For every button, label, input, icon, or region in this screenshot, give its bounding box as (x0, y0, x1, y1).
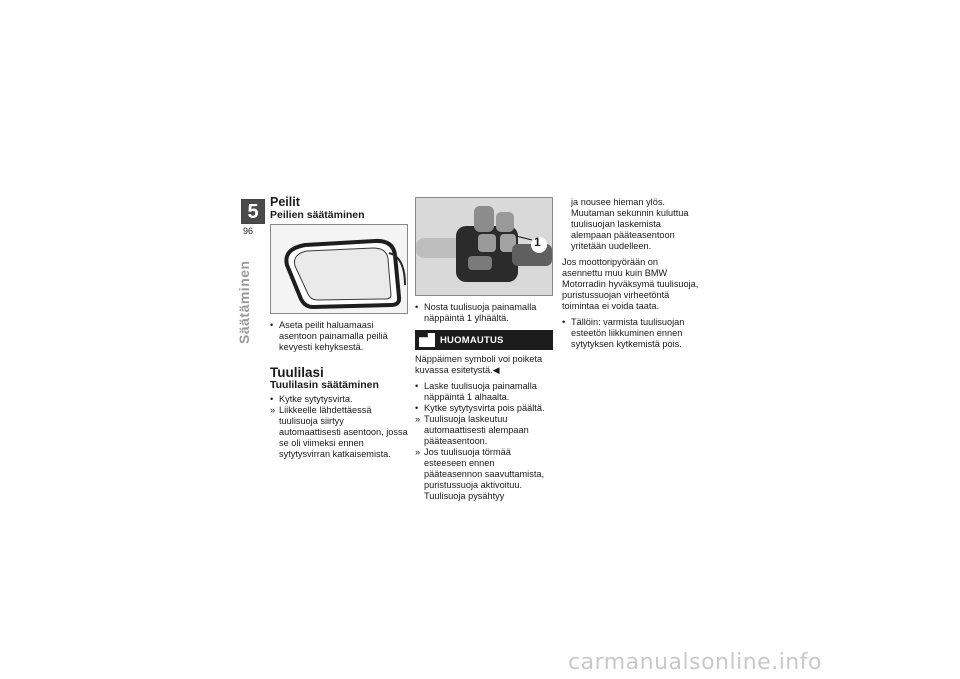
side-chapter-title: Säätäminen (236, 260, 252, 344)
bullet: • (270, 394, 274, 404)
step-text: Laske tuulisuoja painamalla näppäintä 1 alhaalta. (424, 381, 537, 402)
chapter-number: 5 (247, 200, 259, 223)
list-item (415, 414, 553, 447)
handlebar-switch-photo (415, 197, 553, 296)
list-item (415, 302, 553, 324)
result-mark: » (415, 414, 421, 424)
bullet: • (415, 302, 419, 312)
step-text: Tällöin: varmista tuulisuojan esteetön liikkuminen ennen sytytyksen kytkemistä pois. (571, 317, 685, 349)
list-item (415, 447, 553, 502)
note-text: Näppäimen symboli voi poiketa kuvassa esitetystä.◀ (415, 354, 543, 375)
step-text: Nosta tuulisuoja painamalla näppäintä 1 ylhäältä. (424, 302, 537, 323)
step-text: Tuulisuoja laskeutuu automaattisesti alempaan pääteasentoon. (424, 414, 529, 446)
compatibility-paragraph: Jos moottoripyörään on asennettu muu kuin BMW Motorradin hyväksymä tuulisuoja, puristussuojan virheetöntä toimintaa ei voida taata. (562, 257, 699, 311)
chapter-tab (241, 199, 265, 224)
raise-steps (415, 302, 553, 324)
list-item (270, 320, 408, 353)
result-mark: » (415, 447, 421, 457)
column-2 (415, 197, 553, 502)
bullet: • (415, 381, 419, 391)
column-3 (562, 197, 700, 350)
step-text: Kytke sytytysvirta pois päältä. (424, 403, 545, 413)
step-text: Kytke sytytysvirta. (279, 394, 353, 404)
bullet: • (415, 403, 419, 413)
heading-windshield-adjust: Tuulilasin säätäminen (270, 379, 379, 391)
note-hand-icon (419, 333, 435, 347)
windshield-steps (270, 394, 408, 460)
list-item (270, 394, 408, 405)
step-text: Jos tuulisuoja törmää esteeseen ennen pääteasennon saavuttamista, puristussuoja aktivoituu. Tuulisuoja pysähtyy (424, 447, 545, 501)
list-item (415, 403, 553, 414)
heading-mirror-adjust: Peilien säätäminen (270, 209, 365, 221)
callout-label: 1 (534, 235, 541, 249)
section-title-mirrors: Peilit (270, 195, 300, 209)
mirror-illustration (271, 225, 407, 313)
note-label: HUOMAUTUS (440, 334, 504, 346)
note-banner (415, 330, 553, 350)
bullet: • (562, 317, 566, 327)
page-number: 96 (243, 226, 254, 236)
result-mark: » (270, 405, 276, 415)
step-text: Liikkeelle lähdettäessä tuulisuoja siirtyy automaattisesti asentoon, jossa se oli viimeksi ennen sytytysvirran katkaisemista. (279, 405, 408, 459)
section-title-windshield: Tuulilasi (270, 365, 324, 380)
list-item (270, 405, 408, 460)
column-1 (270, 197, 408, 460)
step-text: Aseta peilit haluamaasi asentoon painamalla peiliä kevyesti kehyksestä. (279, 320, 388, 352)
lower-steps (415, 381, 553, 502)
watermark: carmanualsonline.info (568, 650, 822, 675)
switch-illustration (416, 198, 552, 295)
mirror-photo (270, 224, 408, 314)
list-item (415, 381, 553, 403)
final-steps (562, 317, 700, 350)
bullet: • (270, 320, 274, 330)
continued-text: ja nousee hieman ylös. Muutaman sekunnin kuluttua tuulisuojan laskemista alempaan pääteasentoon yritetään uudelleen. (571, 197, 689, 251)
list-item (562, 317, 700, 350)
mirror-steps (270, 320, 408, 353)
